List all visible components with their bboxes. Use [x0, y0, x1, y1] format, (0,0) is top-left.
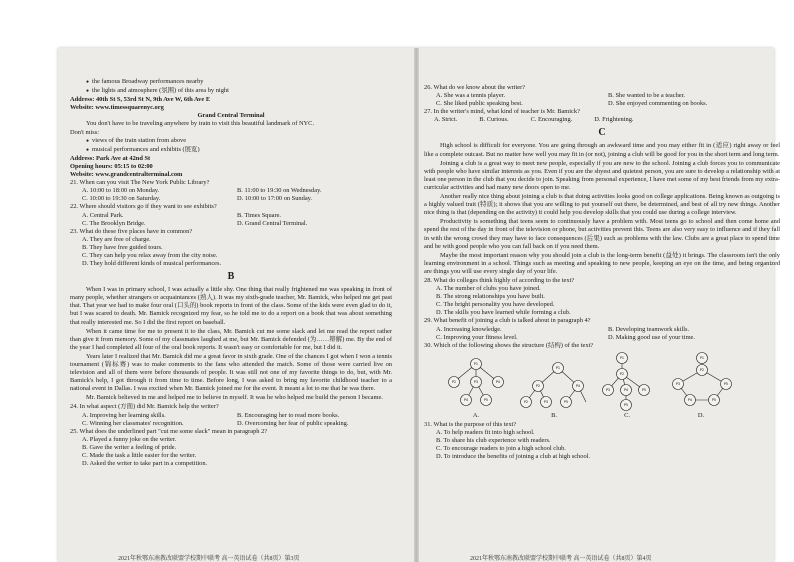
left-page-footer: 2021年秋鄂东南教改联盟学校期中联考 高一英语试卷（共8页）第3页: [118, 556, 300, 562]
option-d: D. Asked the writer to take part in a competition.: [82, 460, 208, 468]
option-d: D. 10:00 to 17:00 on Sunday.: [237, 195, 313, 203]
structure-diagram-c: [596, 350, 658, 420]
question-31-stem: 31. What is the purpose of this text?: [424, 420, 517, 428]
passage-c-paragraph: Joining a club is a great way to meet new people, especially if you are new to the school. Joining a club forces you to communicate with people who have similar interests as you. Even if you are the shyest and quietest person, you are sure to develop a relationship with at least one person in the club that you decide to join. Speaking from personal experience, I have met some of my best friends from my extra-curricular activities and had many new doors open to me.: [424, 159, 780, 191]
structure-diagram-b: [518, 354, 590, 420]
question-22-options: [70, 220, 392, 228]
node-label: P2: [619, 372, 625, 377]
option-d: D. She enjoyed commenting on books.: [608, 100, 708, 108]
node-label: P1: [555, 366, 561, 371]
question-22-options: [70, 212, 392, 220]
question-21-options: [70, 195, 392, 203]
node-label: P4: [463, 398, 469, 403]
question-30-stem: 30. Which of the following shows the structure (结构) of the text?: [424, 341, 594, 349]
option-a: A. They are free of charge.: [82, 235, 151, 243]
option-a: A. The number of clubs you have joined.: [436, 285, 541, 293]
option-c: C. The bright personality you have developed.: [436, 301, 555, 309]
right-page: [424, 84, 780, 461]
option-d: D. Overcoming her fear of public speaking.: [237, 419, 349, 427]
passage-b-paragraph: Mr. Bamick believed in me and helped me to believe in myself. It was he who helped me build the person I became.: [86, 394, 383, 402]
question-26-options: [424, 100, 780, 108]
option-b: B. Curious.: [479, 116, 509, 124]
bullet-item: ● views of the train station from above: [70, 137, 392, 146]
node-label: P2: [451, 380, 457, 385]
tree-diagram-a: [440, 354, 512, 412]
question-25-stem: 25. What does the underlined part "cut me some slack" mean in paragraph 2?: [70, 427, 268, 435]
section-b-heading: B: [227, 271, 235, 283]
node-label: P5: [563, 400, 569, 405]
option-d: D. Grand Central Terminal.: [237, 219, 308, 227]
question-24-options: [70, 412, 392, 420]
question-29-stem: 29. What benefit of joining a club is talked about in paragraph 4?: [424, 317, 591, 325]
option-a: A. Central Park.: [82, 211, 124, 219]
option-c: C. Encouraging.: [530, 116, 573, 124]
option-b: B. To share his club experience with readers.: [436, 437, 551, 444]
passage-b-paragraph: When it came time for me to present it to the class, Mr. Bamick cut me some slack and let me read the report rather than give it from memory. Some of my classmates laughed at me, but Mr. Bamick defended (为……辩解) me. By the end of the year I had completed all four of the oral book reports. It wasn't easy or comfortable for me, but I did it.: [70, 327, 392, 351]
question-22-stem: 22. Where should visitors go if they want to see exhibits?: [70, 203, 217, 211]
question-27-options: [424, 116, 780, 124]
option-d: D. The skills you have learned while forming a club.: [436, 309, 571, 317]
option-c: C. Improving your fitness level.: [436, 333, 518, 341]
node-label: P4: [575, 384, 581, 389]
question-27-stem: 27. In the writer's mind, what kind of teacher is Mr. Bamick?: [424, 108, 580, 116]
passage-b-paragraph: When I was in primary school, I was actually a little shy. One thing that really frightened me was speaking in front of many people, whether strangers or acquaintances (熟人). It was my sixth-grade teacher, Mr. Bamick, who helped me get past that. That year we had to make four oral (口头的) book reports in front of the class. Some of the kids were even glad to do it, but I was scared to death. Mr. Bamick recognized my fear, so he told me to do a report on a book that was about something that really interested me. So I did the first report on baseball.: [70, 286, 392, 326]
node-label: P1: [619, 356, 625, 361]
node-label: P2: [535, 384, 541, 389]
option-b: B. Encouraging her to read more books.: [237, 411, 340, 419]
node-label: P2: [523, 400, 529, 405]
question-26-stem: 26. What do we know about the writer?: [424, 84, 526, 91]
section-c-heading: C: [598, 127, 606, 139]
diagram-option-letter: A.: [472, 411, 480, 419]
dont-miss-label: Don't miss:: [70, 128, 100, 136]
page-fold: [414, 48, 419, 562]
node-label: P5: [711, 398, 717, 403]
question-29-options: [424, 334, 780, 342]
option-c: C. 10:00 to 19:30 on Saturday.: [82, 195, 161, 203]
structure-diagrams: [440, 352, 780, 420]
node-label: P1: [473, 362, 479, 367]
option-b: B. Developing teamwork skills.: [608, 325, 690, 333]
passage-c-paragraph: High school is difficult for everyone. You are going through an awkward time and you may either fit in (适应) right away or feel like a complete outcast. But no matter how well you may fit in (or not), joining a club will be good for you in the short term and long term.: [424, 142, 780, 158]
option-b: B. Gave the writer a feeling of pride.: [82, 443, 177, 451]
left-page: [70, 78, 392, 468]
tree-diagram-d: [664, 350, 738, 412]
option-a: A. 10:00 to 18:00 on Monday.: [82, 187, 160, 195]
node-label: P5: [623, 403, 629, 408]
node-label: P4: [623, 388, 629, 393]
question-21-stem: 21. When can you visit The New York Public Library?: [70, 179, 210, 187]
diagram-option-letter: B.: [551, 411, 557, 419]
option-b: B. She wanted to be a teacher.: [608, 92, 686, 100]
option-c: C. The Brooklyn Bridge.: [82, 219, 146, 227]
bullet-item: ● the famous Broadway performances nearby: [70, 78, 392, 87]
node-label: P3: [473, 380, 479, 385]
option-c: C. Made the task a little easier for the writer.: [82, 452, 197, 460]
passage-c-paragraph: Another really nice thing about joining a club is that doing activities looks good on college applications. Being known as outgoing is a highly valued trait (特质); it shows that you are willing to put yourself out there, be determined, and best of all try new things. Another nice thing is that (depending on the activity) it could help you develop skills that you could use during a college interview.: [424, 193, 780, 217]
node-label: P3: [675, 382, 681, 387]
option-b: B. 11:00 to 19:30 on Wednesday.: [237, 187, 322, 195]
option-a: A. Strict.: [434, 116, 458, 124]
option-d: D. To introduce the benefits of joining a club at high school.: [436, 453, 591, 461]
question-29-options: [424, 326, 780, 334]
question-24-options: [70, 420, 392, 428]
diagram-option-letter: C.: [624, 411, 630, 419]
opening-hours: Opening hours: 05:15 to 02:00: [70, 162, 153, 170]
option-b: B. The strong relationships you have built.: [436, 293, 545, 301]
website-line: Website: www.grandcentralterminal.com: [70, 171, 183, 179]
right-page-footer: 2021年秋鄂东南教改联盟学校期中联考 高一英语试卷（共8页）第4页: [470, 556, 652, 562]
option-c: C. She liked public speaking best.: [436, 100, 523, 108]
option-a: A. She was a tennis player.: [436, 92, 506, 100]
option-d: D. They hold different kinds of musical performances.: [82, 260, 222, 268]
node-label: P4: [687, 398, 693, 403]
passage-c-paragraph: Maybe the most important reason why you should join a club is the long-term benefit (益处) it brings. The classroom isn't the only learning environment in a school. Things such as meeting and speaking to new people, keeping an eye on the time, and being organized are things you will use every single day of your life.: [424, 251, 780, 275]
question-23-stem: 23. What do these five places have in common?: [70, 227, 193, 235]
passage-c-paragraph: Productivity is something that teens seem to continuously have a problem with. Most teens go to school and then come home and spend the rest of the day in front of the television or phone, but activities prevent this. Teens are also very easy to influence and if they fall in with the wrong crowd they may have to face consequences (后果) such as problems with the law. Clubs are a great place to spend time and be with good people who you can fall back on if you need them.: [424, 218, 780, 250]
node-label: P3: [543, 400, 549, 405]
node-label: P1: [699, 356, 705, 361]
tree-diagram-b: [518, 354, 590, 412]
option-b: B. Times Square.: [237, 211, 282, 219]
option-c: C. To encourage readers to join a high school club.: [436, 445, 566, 453]
option-d: D. Making good use of your time.: [608, 333, 695, 341]
bullet-item: ● musical performances and exhibits (展览): [70, 146, 392, 155]
node-label: P5: [483, 398, 489, 403]
option-b: B. They have free guided tours.: [82, 243, 163, 251]
option-a: A. To help readers fit into high school.: [436, 428, 535, 436]
address-line: Address: Park Ave at 42nd St: [70, 154, 151, 162]
node-label: P2: [699, 368, 705, 373]
option-c: C. Winning her classmates' recognition.: [82, 419, 184, 427]
structure-diagram-d: [664, 350, 738, 420]
gct-title: Grand Central Terminal: [197, 112, 265, 120]
option-a: A. Increasing knowledge.: [436, 325, 502, 333]
structure-diagram-a: [440, 354, 512, 420]
bullet-item: ● the lights and atmosphere (氛围) of this area by night: [70, 87, 392, 96]
node-label: P5: [723, 382, 729, 387]
question-24-stem: 24. In what aspect (方面) did Mr. Bamick help the writer?: [70, 403, 219, 411]
option-a: A. Improving her learning skills.: [82, 411, 166, 419]
node-label: P4: [495, 380, 501, 385]
option-d: D. Frightening.: [594, 116, 634, 124]
question-21-options: [70, 187, 392, 195]
question-26-options: [424, 92, 780, 100]
node-label: P3: [605, 388, 611, 393]
website-line: Website: www.timessquarenyc.org: [70, 104, 164, 112]
gct-intro: You don't have to be traveling anywhere by train to visit this beautiful landmark of NYC.: [86, 120, 315, 128]
node-label: P5: [641, 388, 647, 393]
option-c: C. They can help you relax away from the city noise.: [82, 251, 218, 259]
diagram-option-letter: D.: [697, 411, 705, 419]
address-line: Address: 40th St S, 53rd St N, 9th Ave W, 6th Ave E: [70, 96, 211, 104]
option-a: A. Played a funny joke on the writer.: [82, 435, 177, 443]
question-28-stem: 28. What do colleges think highly of according to the text?: [424, 276, 575, 284]
tree-diagram-c: [596, 350, 658, 412]
passage-b-paragraph: Years later I realized that Mr. Bamick did me a great favor in sixth grade. One of the chances I got when I won a tennis tournament (锦标赛) was to make comments to the fans who attended the match. Some of those were carried live on television and all of them were before thousands of people. It was still not one of my favorite things to do, but, with Mr. Bamick's help, I got through it from time to time. Before long, I was asked to bring my favorite childhood teacher to a national event in Dallas. I was excited when Mr. Bamick joined me for the event. It meant a lot to me that he was there.: [70, 352, 392, 393]
